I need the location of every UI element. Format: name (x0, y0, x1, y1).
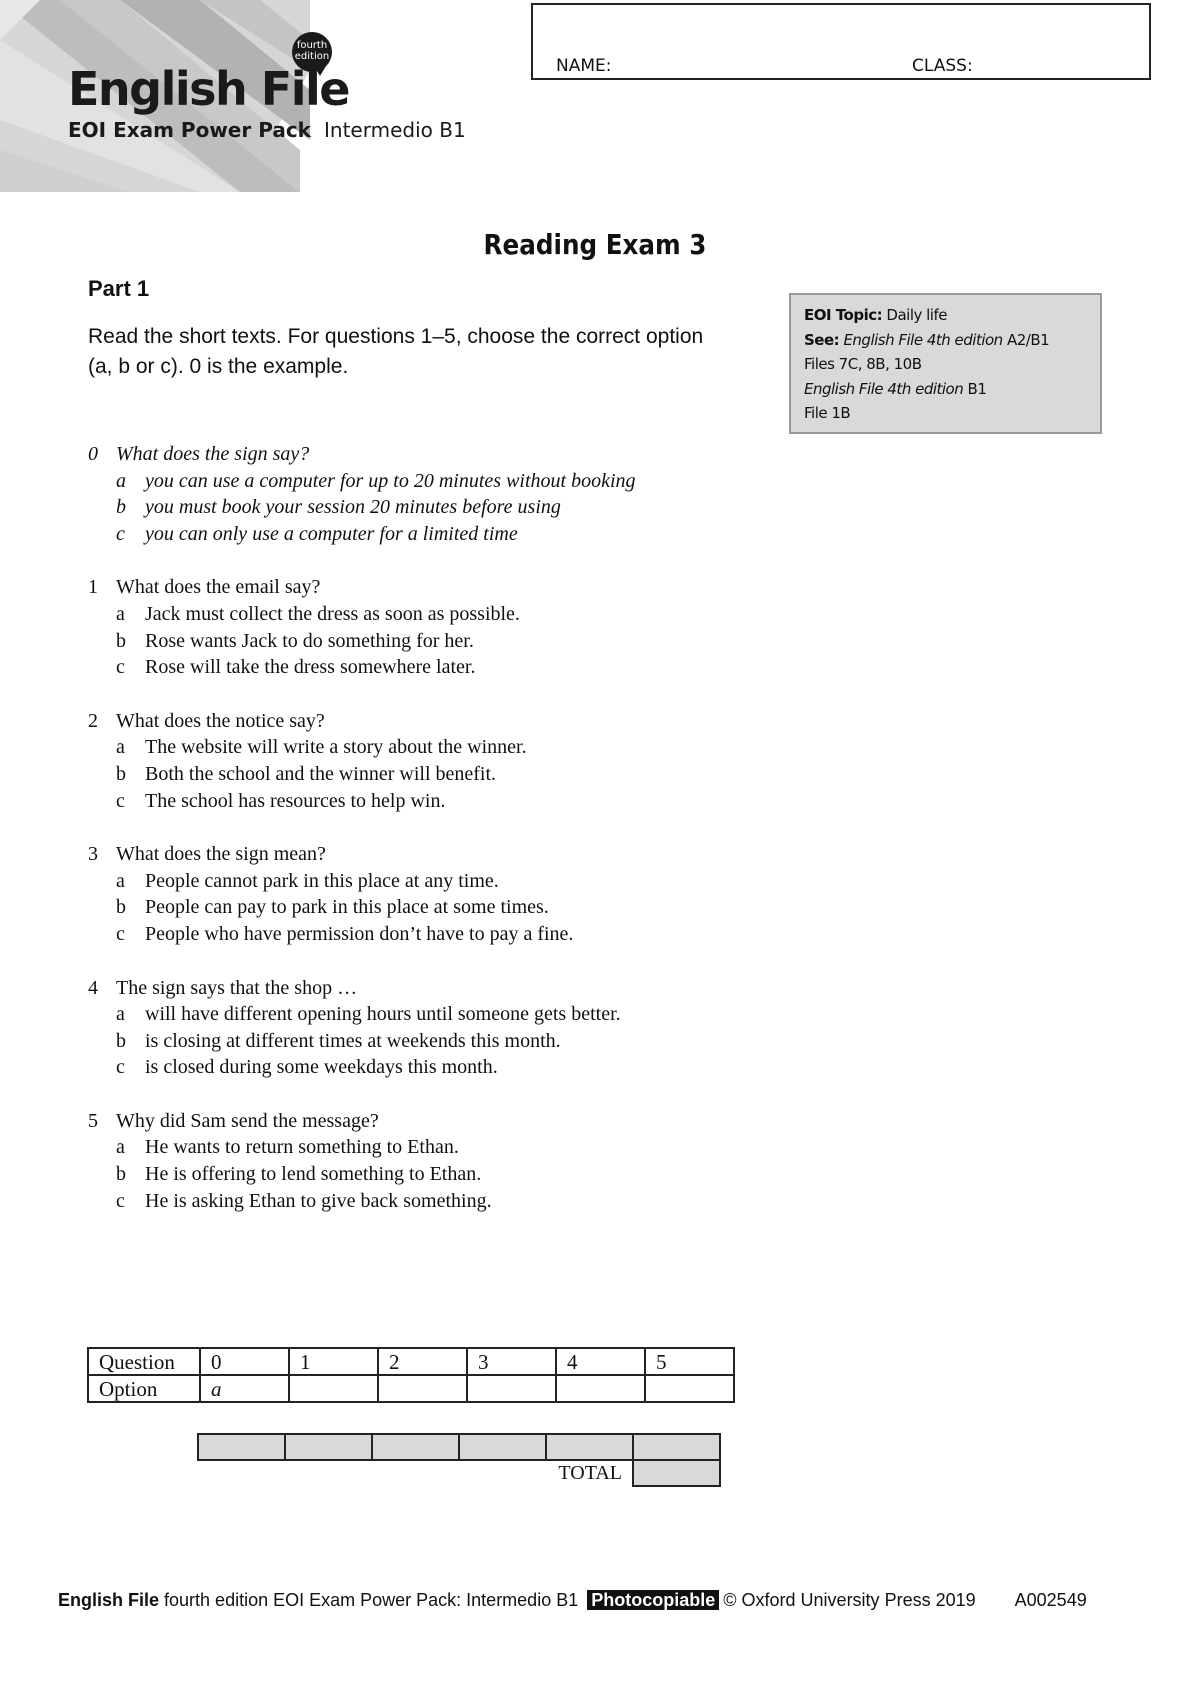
score-table (197, 1433, 721, 1487)
logo-level: Intermedio B1 (324, 118, 466, 142)
total-label: TOTAL (558, 1462, 622, 1484)
option-cell-2[interactable] (378, 1375, 467, 1402)
option-line (88, 521, 748, 548)
question-text: What does the email say? (116, 576, 321, 599)
option-text: The school has resources to help win. (145, 789, 446, 812)
questions-list (88, 441, 748, 1241)
part-title: Part 1 (88, 276, 150, 301)
question-number-cell: 1 (289, 1348, 378, 1375)
option-cell-0: a (200, 1375, 289, 1402)
option-text: Rose wants Jack to do something for her. (145, 629, 474, 652)
question-text: What does the sign mean? (116, 843, 326, 866)
name-label: NAME: (556, 56, 612, 76)
option-text: is closing at different times at weekends this month. (145, 1029, 561, 1052)
question-block (88, 975, 748, 1081)
question-number: 3 (88, 843, 98, 866)
option-text: He wants to return something to Ethan. (145, 1136, 459, 1159)
option-letter: c (116, 1056, 125, 1079)
see-book1-level: A2/B1 (1006, 330, 1050, 349)
score-row (198, 1434, 720, 1460)
score-cell-3 (372, 1434, 459, 1460)
option-letter: a (116, 469, 126, 492)
answer-table (87, 1347, 735, 1403)
files1: Files 7C, 8B, 10B (804, 355, 922, 373)
option-letter: b (116, 1163, 126, 1186)
option-line (88, 1028, 748, 1055)
option-text: will have different opening hours until someone gets better. (145, 1003, 621, 1026)
footer-brand: English File (58, 1590, 160, 1610)
score-cell-4 (459, 1434, 546, 1460)
option-line (88, 761, 748, 788)
photocopiable-badge: Photocopiable (587, 1590, 719, 1610)
option-line (88, 921, 748, 948)
question-number: 1 (88, 576, 98, 599)
answer-table-option-label: Option (88, 1375, 200, 1402)
option-line (88, 1001, 748, 1028)
option-line (88, 628, 748, 655)
question-text: The sign says that the shop … (116, 976, 358, 999)
footer-text: fourth edition EOI Exam Power Pack: Intermedio B1 (164, 1590, 579, 1610)
footer-code: A002549 (1014, 1590, 1087, 1610)
footer-copyright: © Oxford University Press 2019 (723, 1590, 976, 1610)
option-line (88, 1054, 748, 1081)
question-number: 0 (88, 443, 98, 465)
option-line (88, 468, 748, 495)
answer-table-question-row (88, 1348, 734, 1375)
edition-badge-line1: fourth (296, 40, 328, 51)
answer-table-option-row (88, 1375, 734, 1402)
question-block (88, 574, 748, 680)
option-line (88, 1134, 748, 1161)
option-text: you can use a computer for up to 20 minutes without booking (145, 469, 636, 492)
option-text: Jack must collect the dress as soon as possible. (145, 602, 520, 625)
question-number-cell: 2 (378, 1348, 467, 1375)
question-line (88, 1108, 748, 1135)
question-block (88, 441, 748, 547)
option-line (88, 1188, 748, 1215)
see-label: See: (804, 330, 840, 349)
class-label: CLASS: (912, 56, 973, 76)
question-line (88, 708, 748, 735)
question-number: 4 (88, 976, 98, 999)
option-letter: a (116, 1136, 125, 1159)
question-line (88, 975, 748, 1002)
option-letter: c (116, 656, 125, 679)
question-line (88, 441, 748, 468)
option-letter: a (116, 602, 125, 625)
answer-table-question-label: Question (88, 1348, 200, 1375)
option-text: you must book your session 20 minutes before using (145, 496, 561, 519)
option-letter: c (116, 922, 125, 945)
option-cell-5[interactable] (645, 1375, 734, 1402)
option-letter: b (116, 1029, 126, 1052)
see-book2: English File 4th edition (804, 379, 964, 398)
files2: File 1B (804, 404, 851, 422)
option-text: you can only use a computer for a limited time (145, 522, 518, 545)
question-number: 2 (88, 709, 98, 732)
option-text: Rose will take the dress somewhere later. (145, 656, 476, 679)
option-line (88, 788, 748, 815)
exam-title: Reading Exam 3 (483, 228, 707, 261)
option-line (88, 894, 748, 921)
total-row (198, 1460, 720, 1486)
score-cell-2 (285, 1434, 372, 1460)
score-cell-5 (546, 1434, 633, 1460)
name-class-box[interactable] (531, 3, 1151, 80)
option-letter: c (116, 789, 125, 812)
option-letter: a (116, 869, 125, 892)
see-book2-level: B1 (967, 379, 987, 398)
option-letter: c (116, 522, 125, 545)
question-number-cell: 5 (645, 1348, 734, 1375)
option-letter: b (116, 896, 126, 919)
question-number-cell: 4 (556, 1348, 645, 1375)
logo-subtitle: EOI Exam Power Pack (68, 118, 311, 142)
option-line (88, 734, 748, 761)
option-text: He is offering to lend something to Ethan. (145, 1163, 482, 1186)
option-text: Both the school and the winner will benefit. (145, 762, 497, 785)
topic-box (789, 293, 1102, 434)
option-cell-3[interactable] (467, 1375, 556, 1402)
option-letter: a (116, 736, 125, 759)
option-cell-1[interactable] (289, 1375, 378, 1402)
question-block (88, 1108, 748, 1214)
question-number: 5 (88, 1109, 98, 1132)
question-block (88, 708, 748, 814)
option-text: People can pay to park in this place at some times. (145, 896, 549, 919)
option-text: is closed during some weekdays this month. (145, 1056, 498, 1079)
option-letter: a (116, 1003, 125, 1026)
question-line (88, 574, 748, 601)
question-number-cell: 0 (200, 1348, 289, 1375)
option-text: People who have permission don’t have to pay a fine. (145, 922, 574, 945)
footer (58, 1590, 1087, 1611)
option-line (88, 601, 748, 628)
option-letter: c (116, 1189, 125, 1212)
topic-value: Daily life (886, 306, 947, 324)
option-line (88, 1161, 748, 1188)
option-line (88, 654, 748, 681)
question-block (88, 841, 748, 947)
topic-label: EOI Topic: (804, 306, 883, 324)
option-text: The website will write a story about the winner. (145, 736, 527, 759)
score-cell-6 (633, 1434, 720, 1460)
option-letter: b (116, 629, 126, 652)
option-text: People cannot park in this place at any time. (145, 869, 499, 892)
logo-title: English File (68, 62, 349, 116)
option-letter: b (116, 762, 126, 785)
option-cell-4[interactable] (556, 1375, 645, 1402)
option-line (88, 868, 748, 895)
option-line (88, 494, 748, 521)
see-book1: English File 4th edition (843, 330, 1003, 349)
option-text: He is asking Ethan to give back something. (145, 1189, 492, 1212)
question-text: What does the notice say? (116, 709, 325, 732)
score-cell-1 (198, 1434, 285, 1460)
option-letter: b (116, 496, 126, 519)
edition-badge-line2: edition (294, 51, 330, 62)
question-text: Why did Sam send the message? (116, 1109, 379, 1132)
question-text: What does the sign say? (116, 443, 310, 465)
total-score-box[interactable] (633, 1460, 720, 1486)
question-line (88, 841, 748, 868)
instructions: Read the short texts. For questions 1–5, choose the correct option (a, b or c). 0 is the example. (88, 325, 704, 378)
question-number-cell: 3 (467, 1348, 556, 1375)
